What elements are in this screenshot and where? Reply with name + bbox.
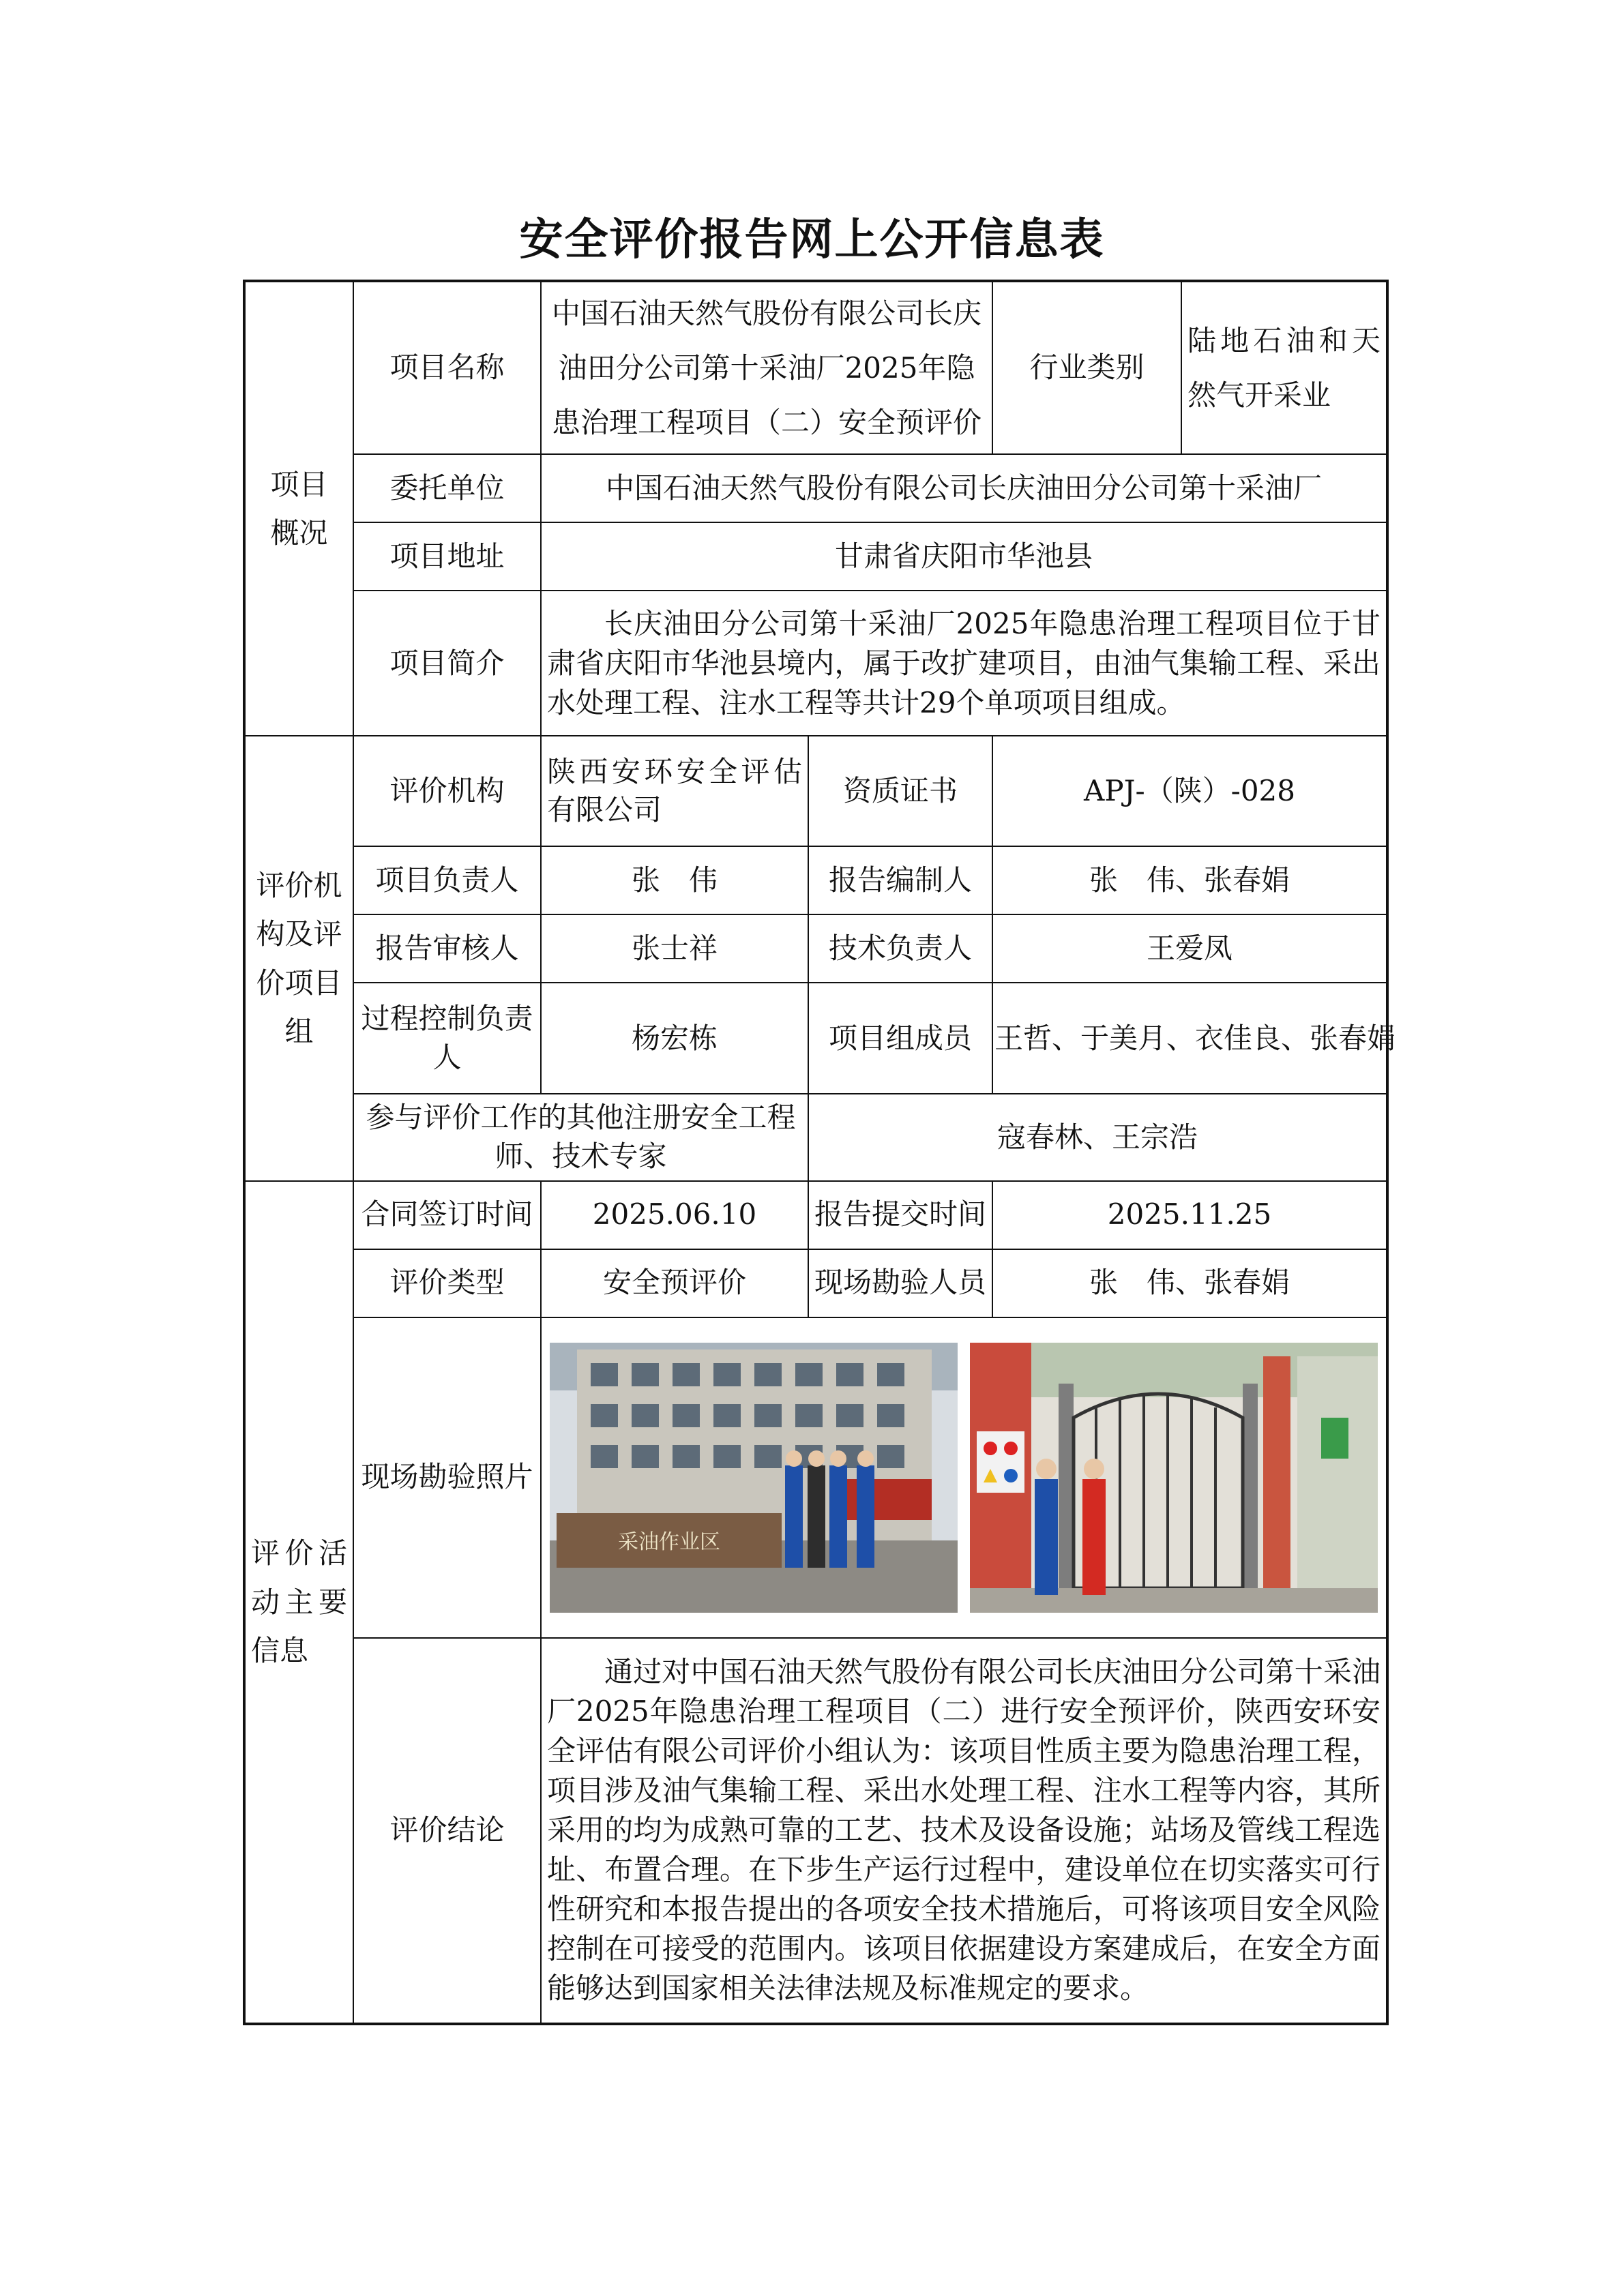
reviewer-value: 张士祥 <box>541 914 808 983</box>
submit-label: 报告提交时间 <box>808 1181 992 1249</box>
experts-value: 寇春林、王宗浩 <box>808 1094 1387 1180</box>
leader-label: 项目负责人 <box>353 846 541 914</box>
org-label: 评价机构 <box>353 736 541 846</box>
process-value: 杨宏栋 <box>541 983 808 1094</box>
tech-value: 王爱凤 <box>992 914 1387 983</box>
contract-label: 合同签订时间 <box>353 1181 541 1249</box>
client-label: 委托单位 <box>353 454 541 522</box>
cert-value: APJ-（陕）-028 <box>992 736 1387 846</box>
submit-value: 2025.11.25 <box>992 1181 1387 1249</box>
contract-value: 2025.06.10 <box>541 1181 808 1249</box>
survey-value: 张 伟、张春娟 <box>992 1249 1387 1317</box>
conclusion-label: 评价结论 <box>353 1638 541 2024</box>
intro-label: 项目简介 <box>353 591 541 736</box>
tech-label: 技术负责人 <box>808 914 992 983</box>
cert-label: 资质证书 <box>808 736 992 846</box>
site-photo-gate <box>970 1343 1378 1613</box>
writer-label: 报告编制人 <box>808 846 992 914</box>
address-value: 甘肃省庆阳市华池县 <box>541 522 1387 591</box>
info-table <box>243 280 1396 2025</box>
photo-sign-text: 采油作业区 <box>618 1530 720 1554</box>
client-value: 中国石油天然气股份有限公司长庆油田分公司第十采油厂 <box>541 454 1387 522</box>
reviewer-label: 报告审核人 <box>353 914 541 983</box>
writer-value: 张 伟、张春娟 <box>992 846 1387 914</box>
section-label-activity: 评价活动主要信息 <box>244 1181 353 2024</box>
photo-cell <box>541 1317 1387 1638</box>
members-label: 项目组成员 <box>808 983 992 1094</box>
type-value: 安全预评价 <box>541 1249 808 1317</box>
photo-label: 现场勘验照片 <box>353 1317 541 1638</box>
type-label: 评价类型 <box>353 1249 541 1317</box>
section-label-team: 评价机构及评价项目组 <box>244 736 353 1180</box>
address-label: 项目地址 <box>353 522 541 591</box>
process-label: 过程控制负责人 <box>353 983 541 1094</box>
conclusion-value: 通过对中国石油天然气股份有限公司长庆油田分公司第十采油厂2025年隐患治理工程项目（二）进行安全预评价，陕西安环安全评估有限公司评价小组认为：该项目性质主要为隐患治理工程，项目涉及油气集输工程、采出水处理工程、注水工程等内容，其所采用的均为成熟可靠的工艺、技术及设备设施；站场及管线工程选址、布置合理。在下步生产运行过程中，建设单位在切实落实可行性研究和本报告提出的各项安全技术措施后，可将该项目安全风险控制在可接受的范围内。该项目依据建设方案建成后，在安全方面能够达到国家相关法律法规及标准规定的要求。 <box>541 1638 1387 2024</box>
intro-value: 长庆油田分公司第十采油厂2025年隐患治理工程项目位于甘肃省庆阳市华池县境内，属于改扩建项目，由油气集输工程、采出水处理工程、注水工程等共计29个单项项目组成。 <box>541 591 1387 736</box>
page-title: 安全评价报告网上公开信息表 <box>519 214 1105 265</box>
industry-value: 陆地石油和天然气开采业 <box>1181 281 1387 454</box>
section-label-overview: 项目 概况 <box>244 281 353 736</box>
site-photo-building <box>550 1343 958 1613</box>
leader-value: 张 伟 <box>541 846 808 914</box>
industry-label: 行业类别 <box>992 281 1181 454</box>
project-name-label: 项目名称 <box>353 281 541 454</box>
survey-label: 现场勘验人员 <box>808 1249 992 1317</box>
experts-label: 参与评价工作的其他注册安全工程师、技术专家 <box>353 1094 808 1180</box>
org-value: 陕西安环安全评估有限公司 <box>541 736 808 846</box>
members-value: 王哲、于美月、衣佳良、张春娟 <box>992 983 1387 1094</box>
project-name-value: 中国石油天然气股份有限公司长庆油田分公司第十采油厂2025年隐患治理工程项目（二）安全预评价 <box>541 281 992 454</box>
